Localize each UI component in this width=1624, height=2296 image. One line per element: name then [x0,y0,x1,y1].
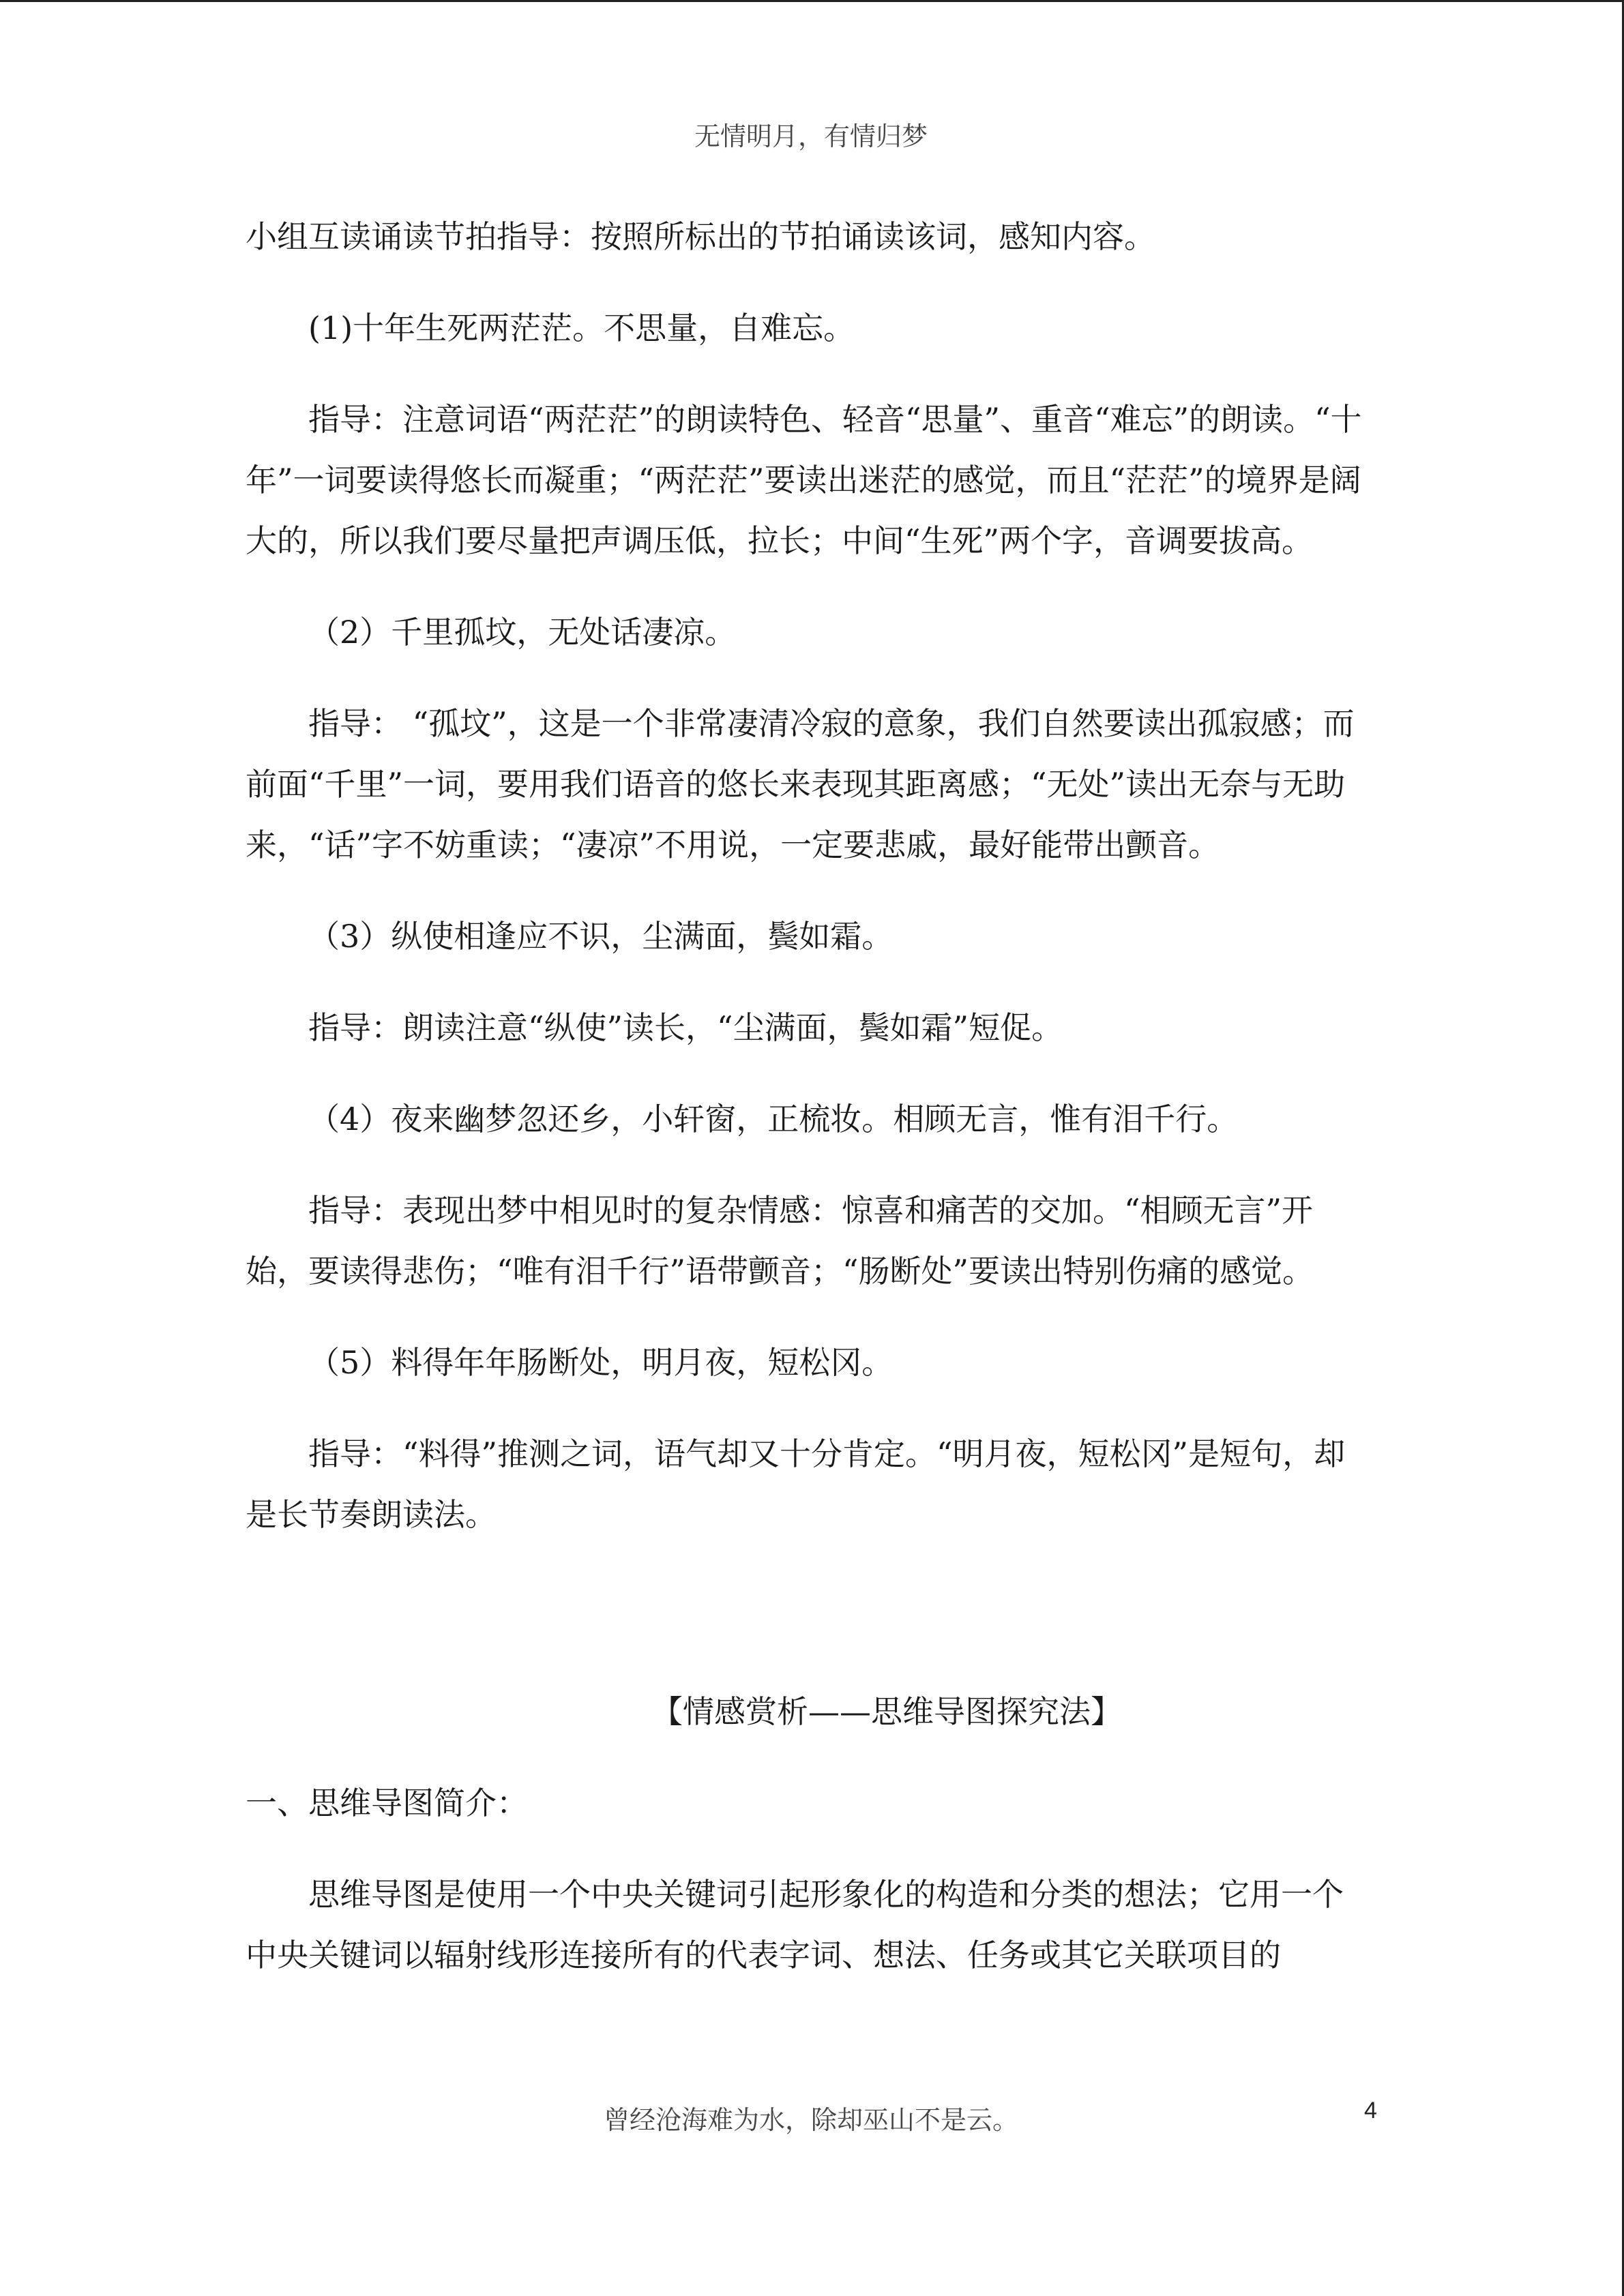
mindmap-intro-paragraph: 思维导图是使用一个中央关键词引起形象化的构造和分类的想法；它用一个中央关键词以辐射线形连接所有的代表字词、想法、任务或其它关联项目的 [246,1876,1344,1973]
poem-line-2: （2）千里孤坟，无处话凄凉。 [308,614,737,651]
poem-line-4: （4）夜来幽梦忽还乡，小轩窗，正梳妆。相顾无言，惟有泪千行。 [308,1101,1239,1137]
page-footer: 曾经沧海难为水，除却巫山不是云。 [603,2105,1018,2135]
guide-5: 指导：“料得”推测之词，语气却又十分肯定。“明月夜，短松冈”是短句，却是长节奏朗读法。 [246,1435,1346,1533]
guide-1: 指导：注意词语“两茫茫”的朗读特色、轻音“思量”、重音“难忘”的朗读。“十年”一词要读得悠长而凝重；“两茫茫”要读出迷茫的感觉，而且“茫茫”的境界是阔大的，所以我们要尽量把声调压低，拉长；中间“生死”两个字，音调要拔高。 [246,401,1362,559]
page-number: 4 [1364,2098,1377,2123]
page-body [246,207,1364,1986]
guide-2: 指导： “孤坟”，这是一个非常凄清冷寂的意象，我们自然要读出孤寂感；而前面“千里”一词，要用我们语音的悠长来表现其距离感；“无处”读出无奈与无助来，“话”字不妨重读；“凄凉”不用说，一定要悲戚，最好能带出颤音。 [246,705,1355,863]
guide-3: 指导：朗读注意“纵使”读长，“尘满面，鬓如霜”短促。 [308,1009,1063,1046]
reading-instruction: 小组互读诵读节拍指导：按照所标出的节拍诵读该词，感知内容。 [246,218,1155,255]
guide-4: 指导：表现出梦中相见时的复杂情感：惊喜和痛苦的交加。“相顾无言”开始，要读得悲伤；“唯有泪千行”语带颤音；“肠断处”要读出特别伤痛的感觉。 [246,1192,1314,1289]
section-title: 【情感赏析——思维导图探究法】 [651,1693,1122,1730]
poem-line-1: (1)十年生死两茫茫。不思量，自难忘。 [308,310,855,346]
page-header: 无情明月，有情归梦 [694,121,928,151]
subsection-heading: 一、思维导图简介： [246,1785,528,1821]
poem-line-3: （3）纵使相逢应不识，尘满面，鬓如霜。 [308,918,894,955]
poem-line-5: （5）料得年年肠断处，明月夜，短松冈。 [308,1344,894,1381]
